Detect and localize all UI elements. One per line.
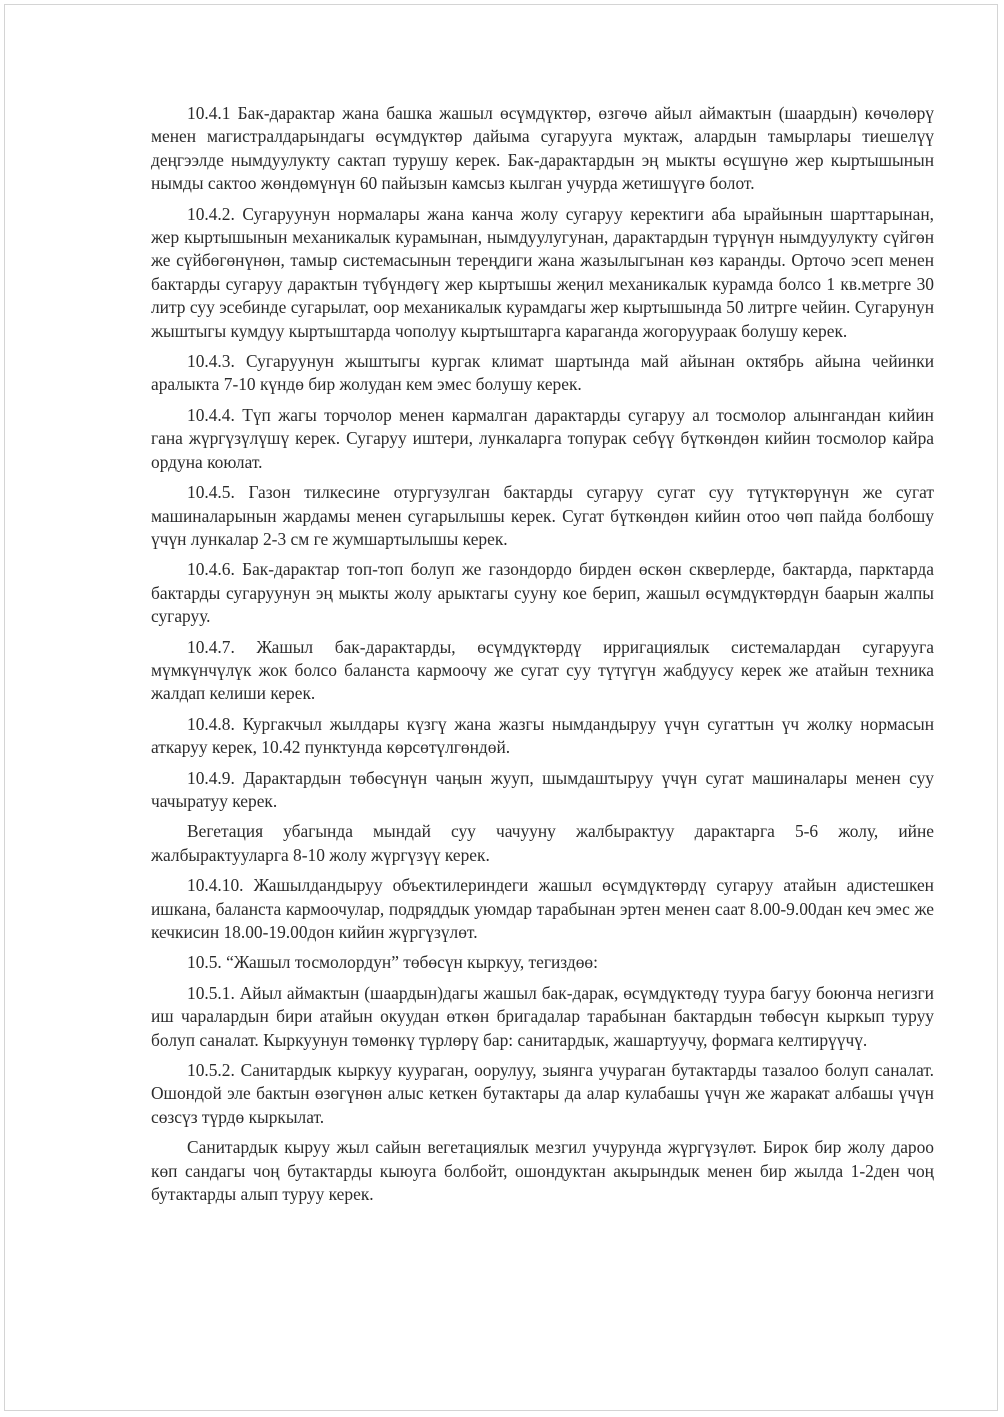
- paragraph-10-5-2: 10.5.2. Санитардык кыркуу куураган, оорулуу, зыянга учураган бутактарды тазалоо болуп саналат. Ошондой эле бактын өзөгүнөн алыс кеткен бутактары да алар кулабашы үчүн же жаракат албашы үчүн сөзсүз түрдө кыркылат.: [151, 1060, 934, 1127]
- paragraph-10-4-9: 10.4.9. Дарактардын төбөсүнүн чаңын жууп, шымдаштыруу үчүн сугат машиналары менен суу чачыратуу керек.: [151, 767, 934, 811]
- paragraph-10-4-2: 10.4.2. Сугаруунун нормалары жана канча жолу сугаруу керектиги аба ырайынын шарттарынан, жер кыртышынын механикалык курамынан, нымдуулугунан, дарактардын түрүнүн нымдуулукту сүйгөн же сүйбөгөнүнөн, тамыр системасынын тереңдиги жана жазылыгынан көз каранды. Орточо эсеп менен бактарды сугаруу дарактын түбүндөгү жер кыртышы жеңил механикалык курамда болсо 1 кв.метрге 30 литр суу эсебинде сугарылат, оор механикалык курамдагы жер кыртышында 50 литрге чейин. Сугарунун жыштыгы кумдуу кыртыштарда чополуу кыртыштарга караганда жогоруураак болушу керек.: [151, 203, 934, 341]
- paragraph-10-4-4: 10.4.4. Түп жагы торчолор менен кармалган дарактарды сугаруу ал тосмолор алынгандан кийин гана жүргүзүлүшү керек. Сугаруу иштери, лункаларга топурак себүү бүткөндөн кийин тосмолор кайра ордуна коюлат.: [151, 404, 934, 472]
- paragraph-10-4-1: 10.4.1 Бак-дарактар жана башка жашыл өсүмдүктөр, өзгөчө айыл аймактын (шаардын) көчөлөрү менен магистралдарындагы өсүмдүктөр дайыма сугарууга муктаж, алардын тамырлары тиешелүү деңгээлде нымдуулукту сактап турушу керек. Бак-дарактардын эң мыкты өсүшүнө жер кыртышынын нымды сактоо жөндөмүнүн 60 пайызын камсыз кылган учурда жетишүүгө болот.: [151, 103, 934, 194]
- paragraph-10-4-10: 10.4.10. Жашылдандыруу объектилериндеги жашыл өсүмдүктөрдү сугаруу атайын адистешкен ишкана, баланста кармоочулар, подряддык уюмдар тарабынан эртен менен саат 8.00-9.00дан кеч эмес же кечкисин 18.00-19.00дон кийин жүргүзүлөт.: [151, 875, 934, 942]
- paragraph-10-4-3: 10.4.3. Сугаруунун жыштыгы кургак климат шартында май айынан октябрь айына чейинки аралыкта 7-10 күндө бир жолудан кем эмес болушу керек.: [151, 351, 934, 395]
- paragraph-10-4-6: 10.4.6. Бак-дарактар топ-топ болуп же газондордо бирден өскөн скверлерде, бактарда, парктарда бактарды сугаруунун эң мыкты жолу арыктагы сууну кое берип, жашыл өсүмдүктөрдүн баарын жалпы сугаруу.: [151, 559, 934, 627]
- section-heading-10-5: 10.5. “Жашыл тосмолордун” төбөсүн кыркуу, тегиздөө:: [187, 952, 598, 973]
- document-body: [151, 102, 934, 1206]
- paragraph-10-5-1: 10.5.1. Айыл аймактын (шаардын)дагы жашыл бак-дарак, өсүмдүктөдү туура багуу боюнча негизги иш чаралардын бири атайын окуудан өткөн бригадалар тарабынан бактардын төбөсүн кыркып туруу болуп саналат. Кыркуунун төмөнкү түрлөрү бар: санитардык, жашартуучу, формага келтирүүчү.: [151, 982, 934, 1050]
- paragraph-10-4-8: 10.4.8. Кургакчыл жылдары күзгү жана жазгы нымдандыруу үчүн сугаттын үч жолку нормасын аткаруу керек, 10.42 пунктунда көрсөтүлгөндөй.: [151, 713, 934, 758]
- paragraph-10-4-7: 10.4.7. Жашыл бак-дарактарды, өсүмдүктөрдү ирригациялык системалардан сугарууга мүмкүнчүлүк жок болсо баланста кармоочу же сугат суу түтүгүн жабдуусу керек же атайын техника жалдап келиши керек.: [151, 636, 934, 704]
- paragraph-vegetation-spraying: Вегетация убагында мындай суу чачууну жалбырактуу дарактарга 5-6 жолу, ийне жалбырактууларга 8-10 жолу жүргүзүү керек.: [151, 821, 934, 865]
- paragraph-10-4-5: 10.4.5. Газон тилкесине отургузулган бактарды сугаруу сугат суу түтүктөрүнүн же сугат машиналарынын жардамы менен сугарылышы керек. Сугат бүткөндөн кийин отоо чөп пайда болбошу үчүн лункалар 2-3 см ге жумшартылышы керек.: [151, 482, 934, 549]
- document-page: [4, 4, 998, 1411]
- paragraph-sanitary-pruning: Санитардык кыруу жыл сайын вегетациялык мезгил учурунда жүргүзүлөт. Бирок бир жолу дароо көп сандагы чоң бутактарды кыюуга болбойт, ошондуктан акырындык менен бир жылда 1-2ден чоң бутактарды алып туруу керек.: [151, 1137, 934, 1205]
